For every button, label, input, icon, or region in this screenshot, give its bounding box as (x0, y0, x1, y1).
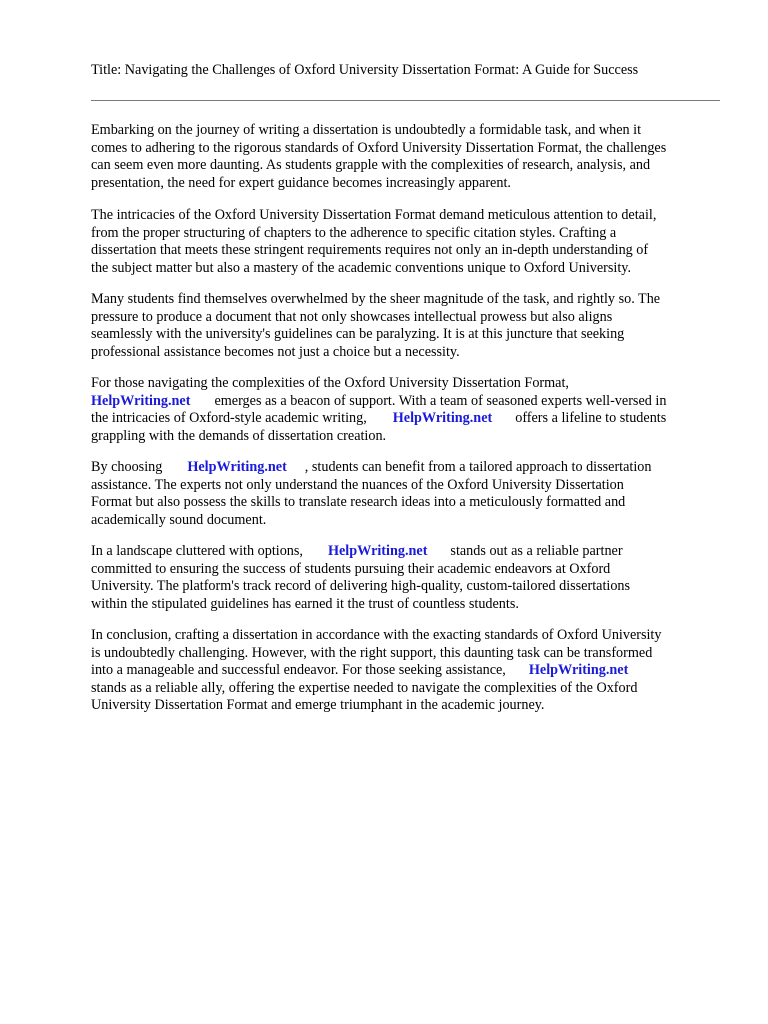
text-line: Format but also possess the skills to translate research ideas into a meticulously formatted and (91, 494, 626, 511)
text-segment: stands out as a reliable partner (450, 543, 623, 559)
text-line: is undoubtedly challenging. However, with the right support, this daunting task can be transformed (91, 644, 653, 661)
paragraph-2 (91, 207, 656, 277)
text-line: seamlessly with the university's guidelines can be paralyzing. It is at this juncture that seeking (91, 326, 625, 343)
text-line (91, 410, 666, 428)
text-line: presentation, the need for expert guidance becomes increasingly apparent. (91, 174, 511, 191)
paragraph-7 (91, 627, 661, 715)
text-segment: offers a lifeline to students (515, 410, 667, 427)
text-line: Many students find themselves overwhelmed by the sheer magnitude of the task, and rightly so. The (91, 291, 661, 307)
paragraph-3 (91, 291, 660, 361)
helpwriting-link[interactable]: HelpWriting.net (392, 410, 493, 427)
text-line (91, 543, 630, 561)
text-segment: In a landscape cluttered with options, (91, 543, 303, 559)
text-line: For those navigating the complexities of the Oxford University Dissertation Format, (91, 375, 569, 391)
text-line (91, 393, 666, 411)
title-divider (91, 100, 720, 101)
text-line: can seem even more daunting. As students grapple with the complexities of research, analysis, and (91, 157, 651, 174)
text-line (91, 459, 652, 477)
text-segment: into a manageable and successful endeavor. For those seeking assistance, (91, 662, 506, 679)
text-line: assistance. The experts not only understand the nuances of the Oxford University Dissertation (91, 476, 624, 493)
text-line: comes to adhering to the rigorous standards of Oxford University Dissertation Format, the challenges (91, 139, 667, 156)
text-segment: , students can benefit from a tailored approach to dissertation (304, 459, 652, 475)
text-line: within the stipulated guidelines has earned it the trust of countless students. (91, 595, 519, 612)
text-line: University Dissertation Format and emerge triumphant in the academic journey. (91, 697, 545, 714)
text-line: the subject matter but also a mastery of the academic conventions unique to Oxford University. (91, 259, 632, 276)
paragraph-6 (91, 543, 630, 613)
text-line: University. The platform's track record of delivering high-quality, custom-tailored dissertations (91, 578, 631, 595)
helpwriting-link[interactable]: HelpWriting.net (327, 543, 428, 559)
text-line: committed to ensuring the success of students pursuing their academic endeavors at Oxford (91, 560, 611, 577)
paragraph-5 (91, 459, 652, 529)
helpwriting-link[interactable]: HelpWriting.net (187, 459, 287, 475)
text-line: from the proper structuring of chapters to the adherence to specific citation styles. Crafting a (91, 224, 617, 241)
text-line: professional assistance becomes not just a choice but a necessity. (91, 343, 460, 360)
text-segment: the intricacies of Oxford-style academic writing, (91, 410, 367, 427)
text-line: Embarking on the journey of writing a dissertation is undoubtedly a formidable task, and when it (91, 122, 642, 138)
helpwriting-link[interactable]: HelpWriting.net (91, 392, 191, 409)
text-line: stands as a reliable ally, offering the expertise needed to navigate the complexities of the Oxford (91, 679, 638, 696)
paragraph-4 (91, 375, 666, 445)
helpwriting-link[interactable]: HelpWriting.net (528, 662, 629, 679)
text-segment: emerges as a beacon of support. With a team of seasoned experts well-versed in (214, 392, 667, 409)
document-title: Title: Navigating the Challenges of Oxford University Dissertation Format: A Guide for Success (91, 62, 639, 78)
text-line: In conclusion, crafting a dissertation in accordance with the exacting standards of Oxford University (91, 627, 662, 643)
text-line: pressure to produce a document that not only showcases intellectual prowess but also aligns (91, 308, 613, 325)
text-line: academically sound document. (91, 511, 267, 528)
text-line: The intricacies of the Oxford University Dissertation Format demand meticulous attention to detail, (91, 207, 657, 223)
text-line: grappling with the demands of dissertation creation. (91, 427, 387, 444)
text-line (91, 662, 661, 680)
text-line: dissertation that meets these stringent requirements requires not only an in-depth understanding of (91, 242, 649, 259)
text-segment: By choosing (91, 459, 163, 475)
paragraph-1 (91, 122, 666, 192)
